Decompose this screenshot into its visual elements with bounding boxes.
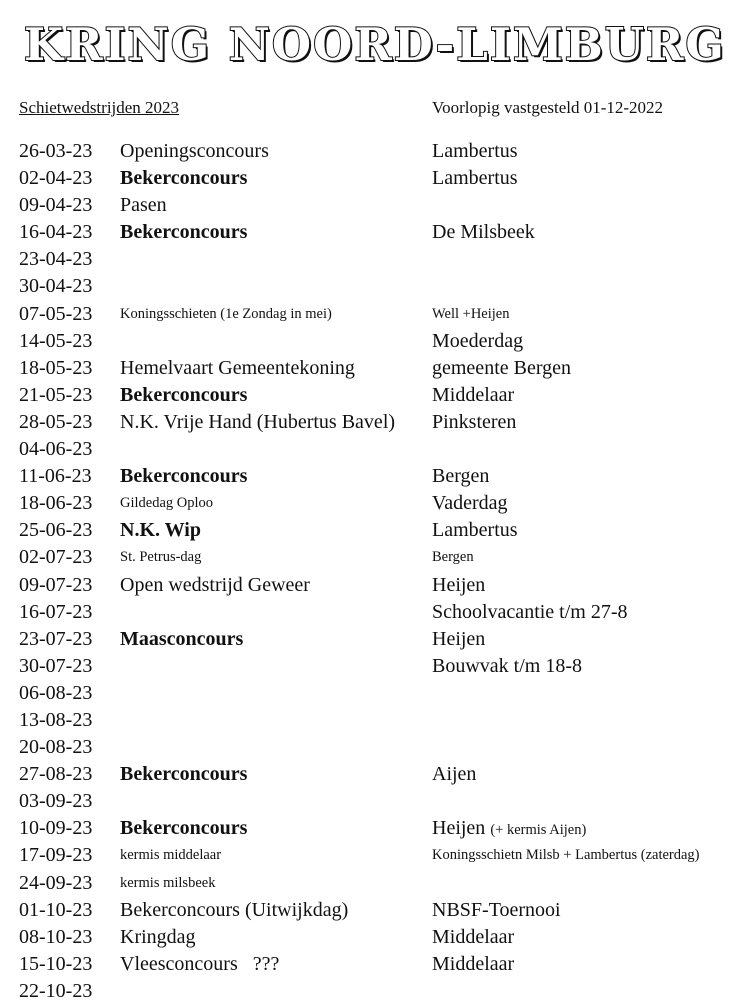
row-event: Bekerconcours bbox=[120, 817, 248, 840]
row-event: N.K. Vrije Hand (Hubertus Bavel) bbox=[120, 410, 396, 433]
row-date: 21-05-23 bbox=[19, 383, 93, 406]
row-place-name: Heijen bbox=[432, 817, 486, 840]
schedule-row bbox=[19, 382, 749, 409]
row-date: 23-07-23 bbox=[19, 627, 93, 650]
row-date: 23-04-23 bbox=[19, 248, 93, 271]
row-place: Heijen bbox=[432, 627, 486, 650]
schedule-row bbox=[19, 219, 749, 246]
row-event: Vleesconcours ??? bbox=[120, 952, 280, 975]
row-date: 07-05-23 bbox=[19, 302, 93, 325]
row-place: Middelaar bbox=[432, 925, 515, 948]
row-place: NBSF-Toernooi bbox=[432, 898, 561, 921]
schedule-row bbox=[19, 761, 749, 788]
schedule-row bbox=[19, 842, 749, 869]
row-event: Openingsconcours bbox=[120, 140, 269, 162]
schedule-row bbox=[19, 626, 749, 653]
row-event: Hemelvaart Gemeentekoning bbox=[120, 356, 355, 379]
schedule-row bbox=[19, 544, 749, 571]
schedule-row bbox=[19, 328, 749, 355]
schedule-row bbox=[19, 409, 749, 436]
row-date: 02-07-23 bbox=[19, 546, 93, 569]
row-date: 03-09-23 bbox=[19, 790, 93, 813]
schedule-row bbox=[19, 355, 749, 382]
row-date: 16-07-23 bbox=[19, 600, 93, 623]
row-event: Open wedstrijd Geweer bbox=[120, 573, 310, 596]
row-place: Bergen bbox=[432, 465, 490, 488]
row-event: Koningsschieten (1e Zondag in mei) bbox=[120, 305, 332, 322]
row-place bbox=[432, 815, 586, 844]
row-place: Heijen bbox=[432, 573, 486, 596]
schedule-row bbox=[19, 273, 749, 300]
row-event: kermis milsbeek bbox=[120, 874, 216, 891]
row-place: Lambertus bbox=[432, 140, 518, 162]
row-date: 13-08-23 bbox=[19, 708, 93, 731]
row-place: Lambertus bbox=[432, 519, 518, 542]
schedule-row bbox=[19, 599, 749, 626]
row-event: Gildedag Oploo bbox=[120, 495, 214, 512]
schedule-row bbox=[19, 815, 749, 842]
row-place: Middelaar bbox=[432, 383, 515, 406]
page-title: KRING NOORD-LIMBURG bbox=[24, 18, 726, 71]
schedule-row bbox=[19, 192, 749, 219]
schedule-row bbox=[19, 897, 749, 924]
row-event: Bekerconcours bbox=[120, 383, 248, 406]
row-date: 18-05-23 bbox=[19, 356, 93, 379]
row-date: 15-10-23 bbox=[19, 952, 93, 975]
row-place: Koningsschietn Milsb + Lambertus (zaterdag) bbox=[432, 847, 700, 864]
row-date: 22-10-23 bbox=[19, 979, 93, 1002]
row-event: Bekerconcours bbox=[120, 167, 248, 190]
row-date: 17-09-23 bbox=[19, 844, 93, 867]
row-date: 10-09-23 bbox=[19, 817, 93, 840]
row-place: Bouwvak t/m 18-8 bbox=[432, 654, 582, 677]
row-date: 18-06-23 bbox=[19, 492, 93, 515]
schedule-row bbox=[19, 653, 749, 680]
schedule-subtitle: Schietwedstrijden 2023 bbox=[19, 98, 180, 117]
row-event: St. Petrus-dag bbox=[120, 549, 202, 566]
schedule-row bbox=[19, 951, 749, 978]
schedule-row bbox=[19, 978, 749, 1005]
row-date: 30-04-23 bbox=[19, 275, 93, 298]
row-date: 08-10-23 bbox=[19, 925, 93, 948]
status-note: Voorlopig vastgesteld 01-12-2022 bbox=[432, 98, 664, 117]
schedule-row bbox=[19, 246, 749, 273]
row-date: 26-03-23 bbox=[19, 140, 93, 162]
row-event: kermis middelaar bbox=[120, 847, 222, 864]
row-place: Schoolvacantie t/m 27-8 bbox=[432, 600, 628, 623]
row-event: Bekerconcours (Uitwijkdag) bbox=[120, 898, 349, 921]
row-place: Lambertus bbox=[432, 167, 518, 190]
schedule-row bbox=[19, 870, 749, 897]
row-event: Kringdag bbox=[120, 925, 196, 948]
schedule-row bbox=[19, 707, 749, 734]
row-place: Middelaar bbox=[432, 952, 515, 975]
row-place-note: (+ kermis Aijen) bbox=[490, 822, 587, 839]
row-date: 02-04-23 bbox=[19, 167, 93, 190]
schedule-row bbox=[19, 788, 749, 815]
row-event: Bekerconcours bbox=[120, 465, 248, 488]
row-date: 11-06-23 bbox=[19, 465, 92, 488]
row-place: Moederdag bbox=[432, 329, 524, 352]
schedule-row bbox=[19, 165, 749, 192]
schedule-row bbox=[19, 301, 749, 328]
row-place: Bergen bbox=[432, 549, 474, 566]
row-place: De Milsbeek bbox=[432, 221, 535, 244]
row-date: 09-07-23 bbox=[19, 573, 93, 596]
schedule-row bbox=[19, 734, 749, 761]
schedule-row bbox=[19, 490, 749, 517]
row-date: 14-05-23 bbox=[19, 329, 93, 352]
row-date: 06-08-23 bbox=[19, 681, 93, 704]
schedule-row bbox=[19, 138, 749, 165]
schedule-row bbox=[19, 463, 749, 490]
schedule-row bbox=[19, 924, 749, 951]
schedule-list bbox=[19, 138, 749, 1005]
row-date: 24-09-23 bbox=[19, 871, 93, 894]
schedule-row bbox=[19, 436, 749, 463]
row-date: 16-04-23 bbox=[19, 221, 93, 244]
row-place: Well +Heijen bbox=[432, 305, 510, 322]
schedule-row bbox=[19, 680, 749, 707]
row-date: 09-04-23 bbox=[19, 194, 93, 217]
row-place: gemeente Bergen bbox=[432, 356, 572, 379]
row-place: Aijen bbox=[432, 763, 477, 786]
row-date: 25-06-23 bbox=[19, 519, 93, 542]
schedule-row bbox=[19, 517, 749, 544]
row-event: Maasconcours bbox=[120, 627, 244, 650]
schedule-row bbox=[19, 572, 749, 599]
row-event: Bekerconcours bbox=[120, 221, 248, 244]
row-date: 04-06-23 bbox=[19, 438, 93, 461]
row-date: 28-05-23 bbox=[19, 410, 93, 433]
row-date: 30-07-23 bbox=[19, 654, 93, 677]
row-place: Pinksteren bbox=[432, 410, 517, 433]
row-date: 20-08-23 bbox=[19, 736, 93, 759]
row-event: N.K. Wip bbox=[120, 519, 201, 542]
row-date: 27-08-23 bbox=[19, 763, 93, 786]
row-event: Bekerconcours bbox=[120, 763, 248, 786]
row-event: Pasen bbox=[120, 194, 167, 217]
row-place: Vaderdag bbox=[432, 492, 508, 515]
row-date: 01-10-23 bbox=[19, 898, 93, 921]
